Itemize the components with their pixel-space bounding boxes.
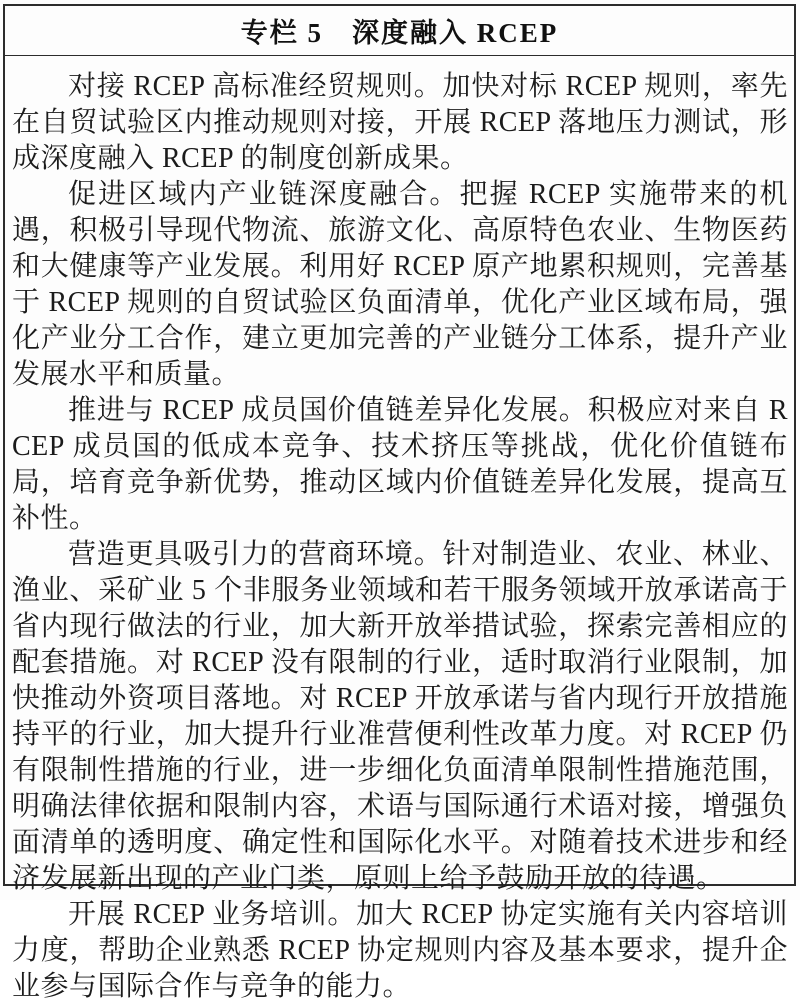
box-title: 专栏 5 深度融入 RCEP bbox=[240, 18, 559, 48]
box-body bbox=[5, 56, 794, 1005]
rcep-callout-box bbox=[3, 4, 796, 1002]
paragraph-rcep-training: 开展 RCEP 业务培训。加大 RCEP 协定实施有关内容培训力度，帮助企业熟悉 RCEP 协定规则内容及基本要求，提升企业参与国际合作与竞争的能力。 bbox=[12, 899, 788, 1002]
paragraph-business-environment: 营造更具吸引力的营商环境。针对制造业、农业、林业、渔业、采矿业 5 个非服务业领域和若干服务领域开放承诺高于省内现行做法的行业，加大新开放举措试验，探索完善相应的配套措施。对 RCEP 没有限制的行业，适时取消行业限制，加快推动外资项目落地。对 RCEP 开放承诺与省内现行开放措施持平的行业，加大提升行业准营便利性改革力度。对 RCEP 仍有限制性措施的行业，进一步细化负面清单限制性措施范围，明确法律依据和限制内容，术语与国际通行术语对接，增强负面清单的透明度、确定性和国际化水平。对随着技术进步和经济发展新出现的产业门类，原则上给予鼓励开放的待遇。 bbox=[12, 539, 788, 894]
paragraph-rules-alignment: 对接 RCEP 高标准经贸规则。加快对标 RCEP 规则，率先在自贸试验区内推动规则对接，开展 RCEP 落地压力测试，形成深度融入 RCEP 的制度创新成果。 bbox=[12, 71, 788, 174]
paragraph-industry-chain-integration: 促进区域内产业链深度融合。把握 RCEP 实施带来的机遇，积极引导现代物流、旅游文化、高原特色农业、生物医药和大健康等产业发展。利用好 RCEP 原产地累积规则，完善基于 RCEP 规则的自贸试验区负面清单，优化产业区域布局，强化产业分工合作，建立更加完善的产业链分工体系，提升产业发展水平和质量。 bbox=[12, 179, 788, 390]
paragraph-value-chain-differentiation: 推进与 RCEP 成员国价值链差异化发展。积极应对来自 RCEP 成员国的低成本竞争、技术挤压等挑战，优化价值链布局，培育竞争新优势，推动区域内价值链差异化发展，提高互补性。 bbox=[12, 395, 788, 534]
box-header bbox=[5, 6, 794, 56]
